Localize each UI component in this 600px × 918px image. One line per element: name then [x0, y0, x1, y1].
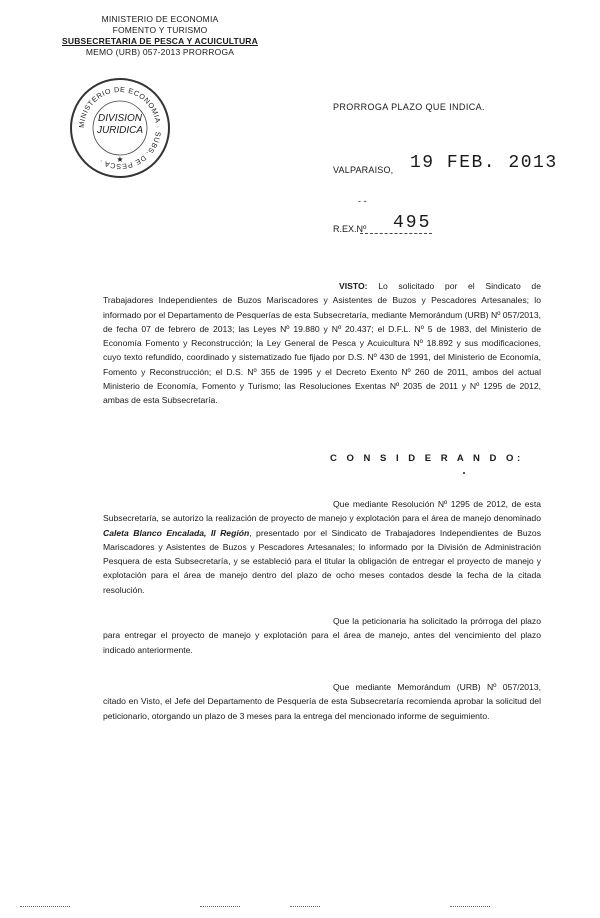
- ministry-name: MINISTERIO DE ECONOMIA: [101, 14, 219, 24]
- resolution-label: R.EX.Nº: [333, 224, 367, 234]
- dash-mark: - -: [358, 196, 367, 206]
- star-icon: ★: [116, 155, 124, 164]
- ministry-subtitle: FOMENTO Y TURISMO: [112, 25, 208, 35]
- speck: [463, 472, 465, 474]
- c3-text: Que mediante Memorándum (URB) Nº 057/2013, citado en Visto, el Jefe del Departamento de Pesquería de esta Subsecretaría recomienda aprobar la solicitud del peticionario, otorgando un plazo de 3 meses para la entrega del mencionado informe de seguimiento.: [103, 682, 541, 721]
- c1-area-name: Caleta Blanco Encalada, II Región: [103, 527, 250, 538]
- place-label: VALPARAISO,: [333, 165, 394, 175]
- c2-text: Que la peticionaria ha solicitado la prórroga del plazo para entregar el proyecto de manejo y explotación para el área de manejo, antes del vencimiento del plazo indicado anteriormente.: [103, 616, 541, 655]
- visto-paragraph: [103, 279, 541, 408]
- stamp-ring-text: MINISTERIO DE ECONOMIA · SUBS. DE PESCA ·: [76, 84, 164, 172]
- subject-line: PRORROGA PLAZO QUE INDICA.: [333, 102, 485, 112]
- considerando-2: [103, 614, 541, 657]
- subsecretaria-name: SUBSECRETARIA DE PESCA Y ACUICULTURA: [62, 36, 258, 46]
- considerando-heading: C O N S I D E R A N D O:: [330, 453, 524, 464]
- scan-edge-marks: [0, 906, 600, 916]
- memo-reference: MEMO (URB) 057-2013 PRORROGA: [85, 47, 235, 57]
- division-juridica-stamp: [70, 78, 170, 178]
- considerando-1: [103, 497, 541, 597]
- stamp-center: [72, 113, 168, 137]
- stamp-division: DIVISION: [98, 113, 142, 124]
- date-stamp: 19 FEB. 2013: [410, 153, 558, 173]
- visto-label: VISTO:: [339, 281, 368, 291]
- resolution-number: 495: [393, 213, 432, 233]
- c1-lead: Que mediante Resolución Nº 1295 de 2012, de esta Subsecretaría, se autorizo la realización de proyecto de manejo y explotación para el área de manejo denominado: [103, 499, 541, 524]
- resolution-underline: [360, 233, 432, 234]
- stamp-juridica: JURIDICA: [96, 125, 144, 136]
- considerando-3: [103, 680, 541, 723]
- letterhead: [60, 14, 260, 58]
- visto-text: Lo solicitado por el Sindicato de Trabajadores Independientes de Buzos Mariscadores y Asistentes de Buzos y Pescadores Artesanales; lo informado por el Departamento de Pesquerías de esta Subsecretaría, mediante Memorándum (URB) Nº 057/2013, de fecha 07 de febrero de 2013; las Leyes Nº 19.880 y Nº 20.437; el D.F.L. Nº 5 de 1983, del Ministerio de Economía Fomento y Reconstrucción; la Ley General de Pesca y Acuicultura Nº 18.892 y sus modificaciones, cuyo texto refundido, coordinado y sistematizado fue fijado por D.S. Nº 430 de 1991, del Ministerio de Economía, Fomento y Reconstrucción; el D.S. Nº 355 de 1995 y el Decreto Exento Nº 260 de 2011, ambos del actual Ministerio de Economía, Fomento y Turismo; las Resoluciones Exentas Nº 2035 de 2011 y Nº 1295 de 2012, ambas de esta Subsecretaría.: [103, 281, 541, 406]
- c1-rest: , presentado por el Sindicato de Trabajadores Independientes de Buzos Mariscadores y Asistentes de Buzos y Pescadores Artesanales; lo informado por la División de Administración Pesquera de esta Subsecretaría, y se estableció para el titular la obligación de entregar el proyecto de manejo y explotación para el área de manejo dentro del plazo de ocho meses contados desde la fecha de la citada resolución.: [103, 527, 541, 595]
